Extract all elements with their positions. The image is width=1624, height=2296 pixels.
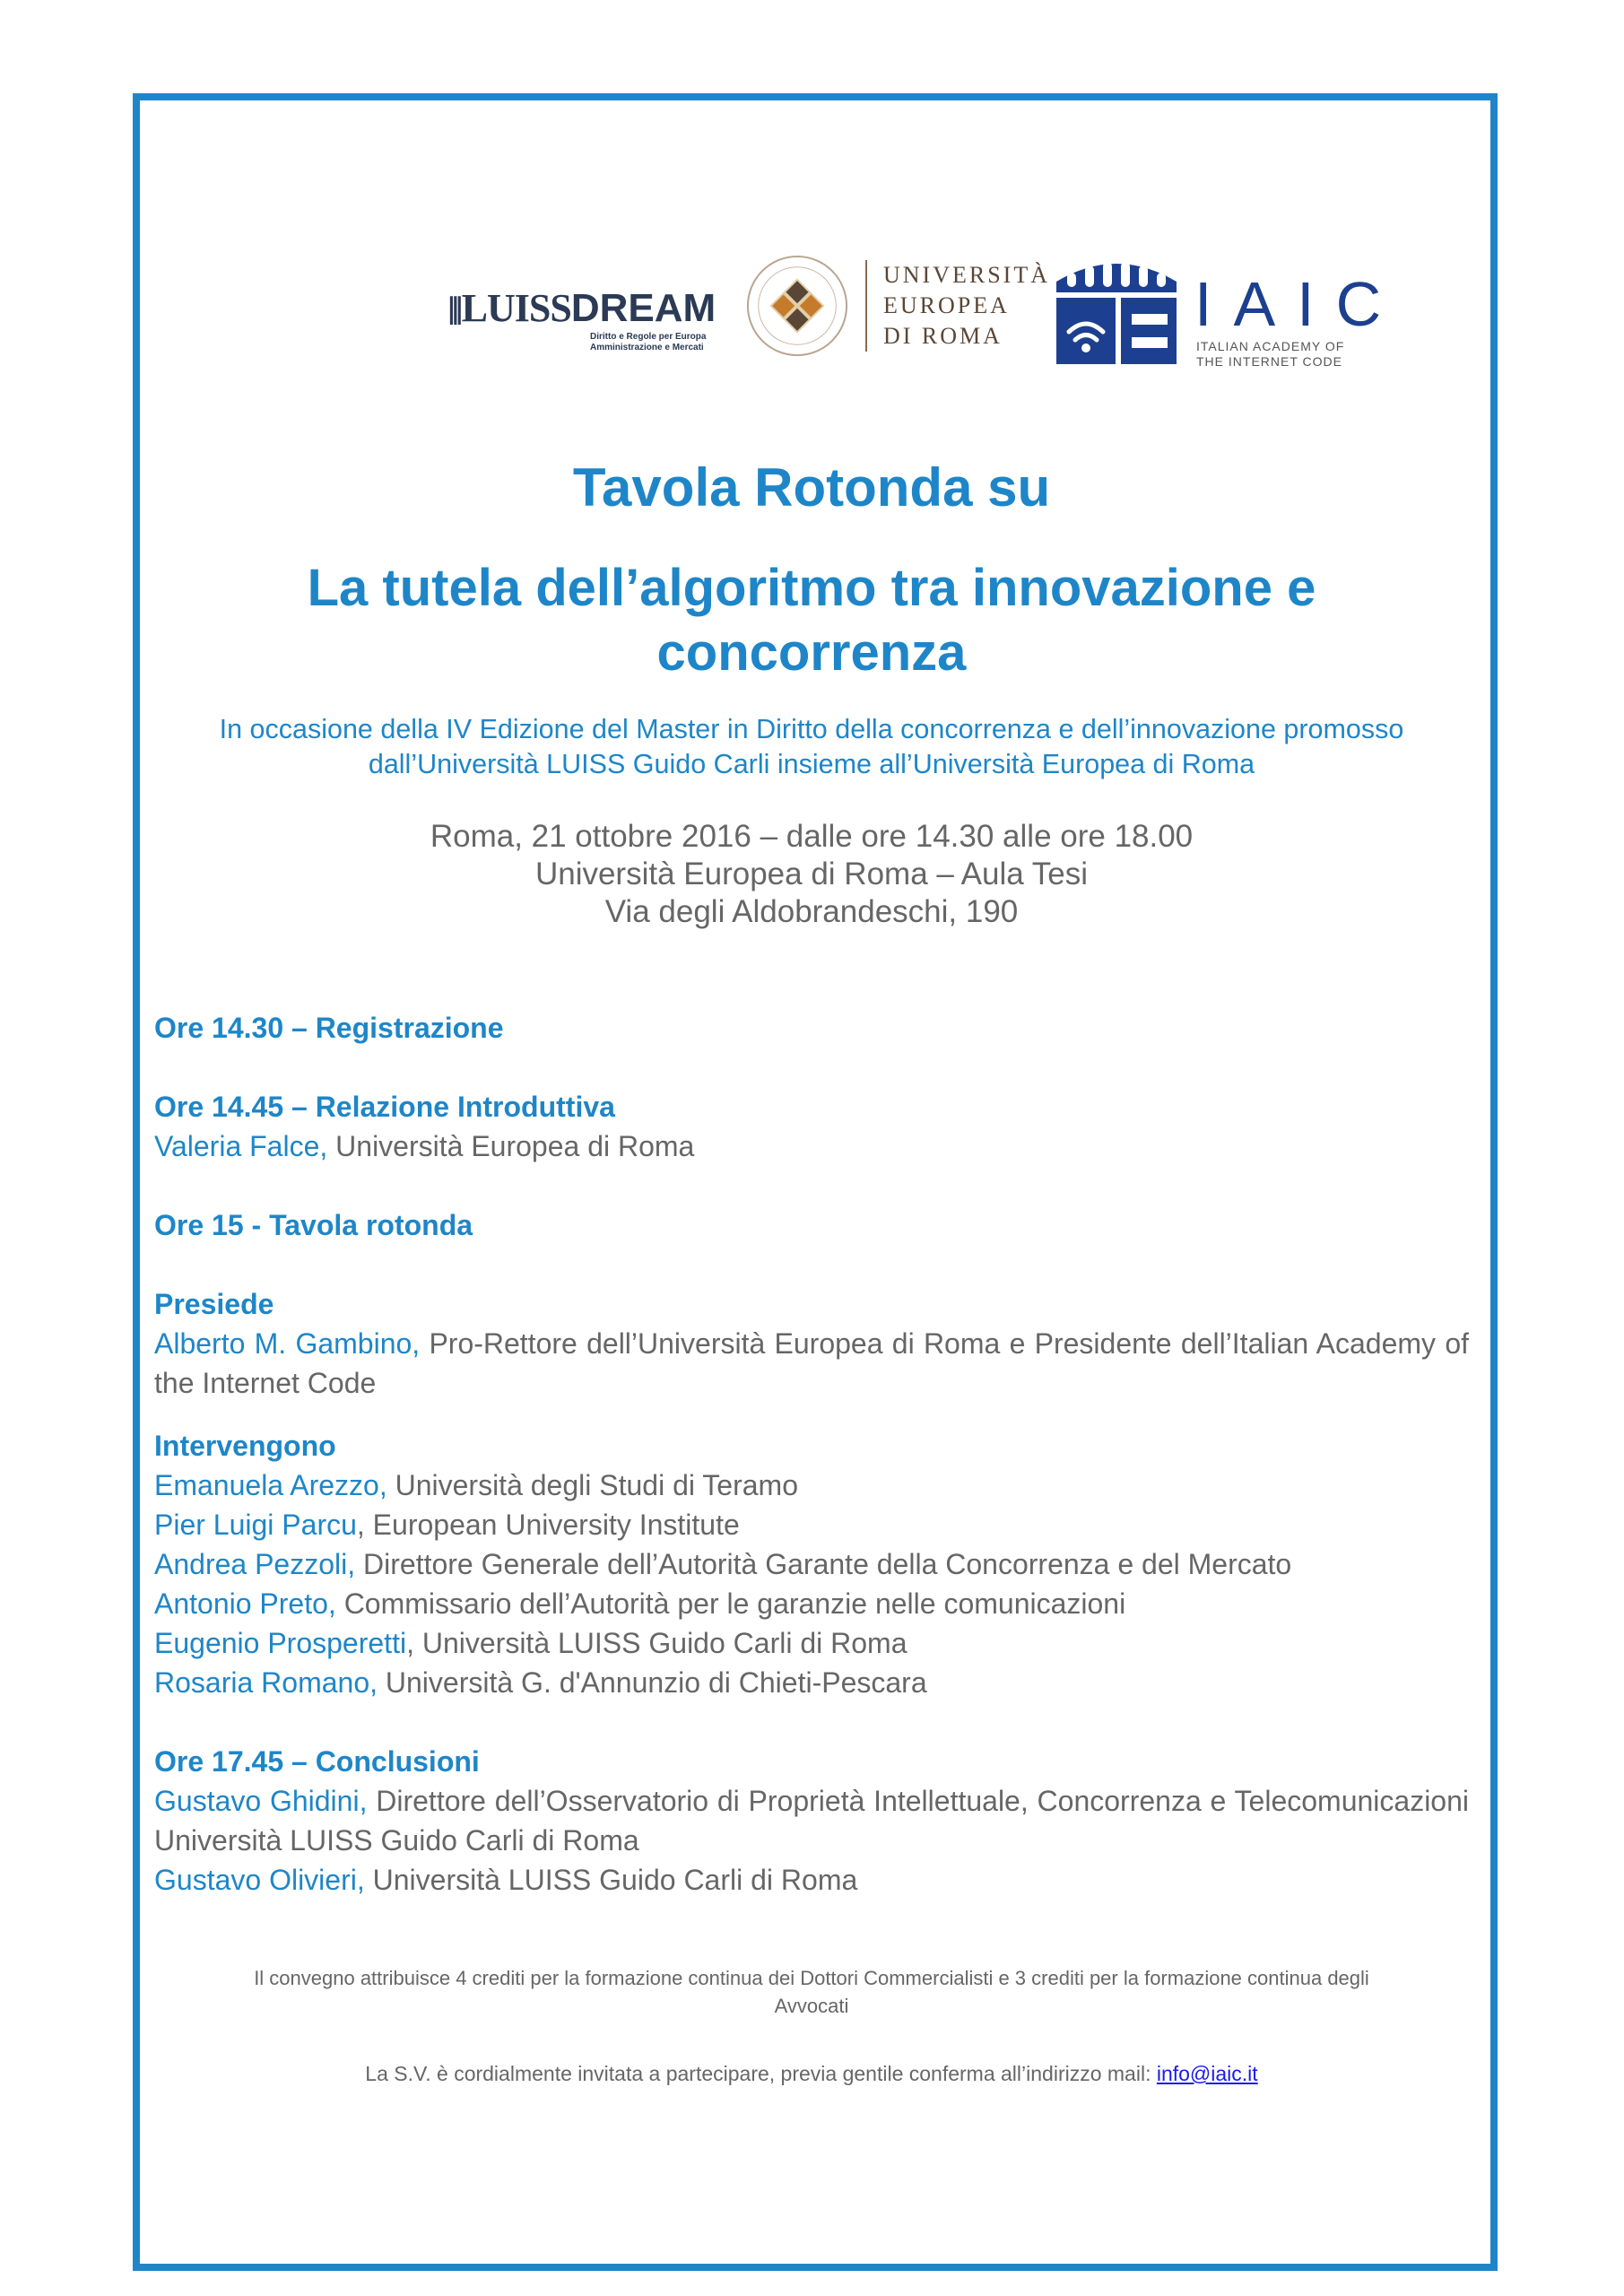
speaker-line — [154, 1781, 1469, 1860]
speaker-affiliation: Pro-Rettore dell’Università Europea di Roma e Presidente dell’Italian Academy of the Internet Code — [154, 1327, 1469, 1399]
luiss-dream-tagline: Diritto e Regole per Europa Amministrazione e Mercati — [590, 332, 707, 352]
speaker-name: Alberto M. Gambino, — [154, 1327, 421, 1360]
speaker-affiliation: Università LUISS Guido Carli di Roma — [364, 1864, 858, 1896]
speaker-name: Antonio Preto, — [154, 1587, 336, 1620]
speaker-affiliation: , Università LUISS Guido Carli di Roma — [406, 1627, 908, 1659]
invitation-line: La S.V. è cordialmente invitata a partecipare, previa gentile conferma all’indirizzo mail: info@iaic.it — [365, 2062, 1258, 2085]
agenda-conclusioni: Ore 17.45 – Conclusioni Gustavo Ghidini, Direttore dell’Osservatorio di Proprietà Intellettuale, Concorrenza e Telecomunicazioni Università LUISS Guido Carli di Roma Gustavo Olivieri, Università LUISS Guido Carli di Roma — [154, 1742, 1469, 1900]
speaker-line — [154, 1505, 1469, 1544]
speaker-affiliation: Università degli Studi di Teramo — [386, 1469, 798, 1501]
universita-europea-wordmark: UNIVERSITÀ EUROPEA DI ROMA — [865, 260, 1050, 352]
event-date: Roma, 21 ottobre 2016 – dalle ore 14.30 alle ore 18.00 — [430, 819, 1194, 854]
logo-row — [448, 242, 1403, 395]
date-venue — [152, 818, 1471, 931]
luiss-pillar-icon: ⫼ — [448, 295, 462, 328]
speaker-name: Andrea Pezzoli, — [154, 1548, 356, 1580]
iaic-tagline: ITALIAN ACADEMY OF THE INTERNET CODE — [1196, 339, 1345, 369]
luiss-dream-wordmark: ⫼LUISSDREAM — [448, 286, 716, 330]
luiss-dream-logo — [448, 285, 726, 357]
speaker-name: Valeria Falce, — [154, 1130, 328, 1162]
speaker-line — [154, 1465, 1469, 1505]
speaker-name: Pier Luigi Parcu — [154, 1509, 357, 1541]
iaic-colosseum-icon — [1049, 251, 1184, 368]
event-venue: Università Europea di Roma – Aula Tesi — [534, 857, 1089, 891]
speaker-name: Gustavo Ghidini, — [154, 1785, 368, 1817]
agenda-relazione: Ore 14.45 – Relazione Introduttiva Valeria Falce, Università Europea di Roma — [154, 1087, 1469, 1166]
agenda-intervengono: Intervengono Emanuela Arezzo, Università degli Studi di Teramo Pier Luigi Parcu, European University Institute Andrea Pezzoli, Direttore Generale dell’Autorità Garante della Concorrenza e del Mercato Antonio Preto, Commissario dell’Autorità per le garanzie nelle comunicazioni Eugenio Prosperetti, Università LUISS Guido Carli di Roma Rosaria Romano, Università G. d'Annunzio di Chieti-Pescara — [154, 1426, 1469, 1702]
speaker-name: Emanuela Arezzo, — [154, 1469, 387, 1501]
agenda-presiede: Presiede Alberto M. Gambino, Pro-Rettore dell’Università Europea di Roma e Presidente dell’Italian Academy of the Internet Code — [154, 1284, 1469, 1403]
speaker-line — [154, 1663, 1469, 1702]
email-link[interactable]: info@iaic.it — [1156, 2062, 1258, 2085]
speaker-affiliation: , European University Institute — [356, 1509, 740, 1541]
agenda-tavola-rotonda: Ore 15 - Tavola rotonda — [154, 1209, 473, 1241]
speaker-line — [154, 1860, 1469, 1900]
speaker-name: Eugenio Prosperetti — [154, 1627, 407, 1659]
iaic-wordmark: IAIC — [1194, 269, 1403, 339]
credits-note: Il convegno attribuisce 4 crediti per la formazione continua dei Dottori Commercialisti e 3 crediti per la formazione continua degli Avvocati — [254, 1967, 1369, 2017]
speaker-affiliation: Commissario dell’Autorità per le garanzie nelle comunicazioni — [335, 1587, 1126, 1620]
speaker-line — [154, 1324, 1469, 1403]
event-type-title: Tavola Rotonda su — [572, 457, 1051, 517]
speaker-line — [154, 1623, 1469, 1663]
agenda-registrazione: Ore 14.30 – Registrazione — [154, 1012, 504, 1044]
occasion-text: In occasione della IV Edizione del Master in Diritto della concorrenza e dell’innovazione promosso dall’Università LUISS Guido Carli insieme all’Università Europea di Roma — [219, 714, 1404, 779]
speaker-line — [154, 1544, 1469, 1584]
speaker-line — [154, 1126, 1469, 1166]
universita-europea-seal-icon — [744, 253, 850, 359]
speaker-affiliation: Università Europea di Roma — [327, 1130, 695, 1162]
speaker-name: Gustavo Olivieri, — [154, 1864, 365, 1896]
speaker-affiliation: Direttore dell’Osservatorio di Proprietà Intellettuale, Concorrenza e Telecomunicazioni Università LUISS Guido Carli di Roma — [154, 1785, 1470, 1857]
speaker-affiliation: Direttore Generale dell’Autorità Garante della Concorrenza e del Mercato — [355, 1548, 1292, 1580]
agenda — [154, 1008, 1469, 1939]
speaker-affiliation: Università G. d'Annunzio di Chieti-Pescara — [378, 1666, 927, 1699]
speaker-name: Rosaria Romano, — [154, 1666, 378, 1699]
speaker-line — [154, 1584, 1469, 1623]
event-subject-title: La tutela dell’algoritmo tra innovazione e concorrenza — [307, 559, 1316, 682]
event-address: Via degli Aldobrandeschi, 190 — [604, 894, 1019, 929]
